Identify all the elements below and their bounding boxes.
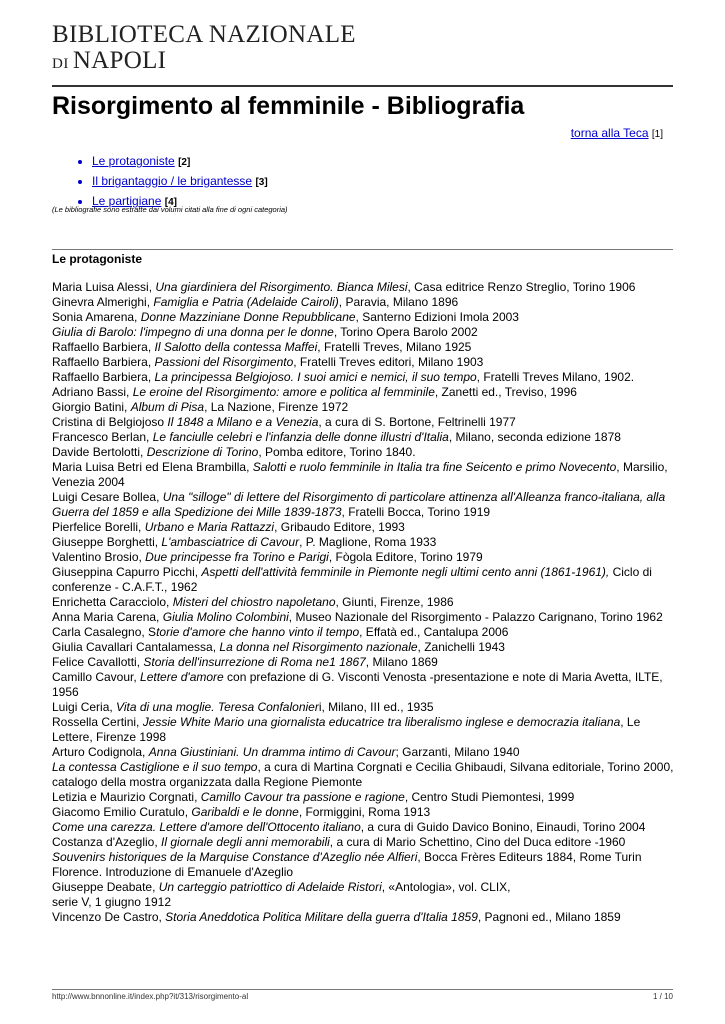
library-logo <box>52 22 356 73</box>
entry-text: , Santerno Edizioni Imola 2003 <box>355 310 519 324</box>
entry-title: La donna nel Risorgimento nazionale <box>219 640 418 654</box>
entry-text: , a cura di Guido Davico Bonino, Einaudi, Torino 2004 <box>360 820 646 834</box>
entry-title: Jessie White Mario una giornalista educatrice tra liberalismo inglese e democrazia italiana <box>142 715 621 729</box>
entry-title: Due principesse fra Torino e Parigi <box>145 550 329 564</box>
entry-title: L'ambasciatrice di Cavour <box>161 535 300 549</box>
entry-text: , Bocca Frères Editeurs 1884, Rome Turin Florence. Introduzione di Emanuele d'Azeglio <box>52 850 642 879</box>
entry-title: Famiglia e Patria (Adelaide Cairoli) <box>153 295 339 309</box>
entry-title: Passioni del Risorgimento <box>154 355 294 369</box>
entry-title: Vita di una moglie. Teresa Confalonier <box>116 700 319 714</box>
bibliography-entry <box>52 715 677 745</box>
bibliography-entry <box>52 400 677 415</box>
entry-text: Giuseppe Deabate, <box>52 880 159 894</box>
bibliography-entry <box>52 490 677 520</box>
bibliography-entry <box>52 565 677 595</box>
entry-text: Francesco Berlan, <box>52 430 153 444</box>
bibliography-entry <box>52 415 677 430</box>
entry-title: Giulia Molino Colombini <box>162 610 289 624</box>
entry-text: , Le Lettere, Firenze 1998 <box>52 715 641 744</box>
page-title: Risorgimento al femminile - Bibliografia <box>52 92 525 120</box>
entry-text: , Museo Nazionale del Risorgimento - Palazzo Carignano, Torino 1962 <box>288 610 663 624</box>
entry-text: Valentino Brosio, <box>52 550 146 564</box>
entry-text: Maria Luisa Alessi, <box>52 280 156 294</box>
entry-text: , Centro Studi Piemontesi, 1999 <box>404 790 575 804</box>
entry-text: Raffaello Barbiera, <box>52 340 155 354</box>
entry-text: Costanza d'Azeglio, <box>52 835 162 849</box>
entry-text: serie V, 1 giugno 1912 <box>52 895 171 909</box>
entry-text: , Effatà ed., Cantalupa 2006 <box>359 625 509 639</box>
bibliography-entry <box>52 520 677 535</box>
entry-text: , Gribaudo Editore, 1993 <box>274 520 405 534</box>
bibliography-entry <box>52 760 677 790</box>
back-link-wrapper <box>571 126 663 140</box>
bibliography-entry <box>52 655 677 670</box>
bibliography-entry <box>52 385 677 400</box>
bibliography-entry <box>52 880 677 895</box>
entry-text: Vincenzo De Castro, <box>52 910 166 924</box>
entry-text: , Fratelli Bocca, Torino 1919 <box>341 505 491 519</box>
bibliography-entry <box>52 610 677 625</box>
logo-di: DI <box>52 56 69 72</box>
entry-text: Anna Maria Carena, <box>52 610 163 624</box>
bibliography-entry <box>52 280 677 295</box>
bibliography-entry <box>52 535 677 550</box>
entry-title: Misteri del chiostro napoletano <box>172 595 336 609</box>
entry-text: , Pomba editore, Torino 1840. <box>258 445 416 459</box>
entry-title: Il giornale degli anni memorabili <box>161 835 330 849</box>
header-divider <box>52 85 673 87</box>
entry-text: , Zanetti ed., Treviso, 1996 <box>434 385 577 399</box>
bibliography-entry <box>52 295 677 310</box>
entry-text: Maria Luisa Betri ed Elena Brambilla, <box>52 460 253 474</box>
entry-title: Salotti e ruolo femminile in Italia tra fine Seicento e primo Novecento <box>252 460 617 474</box>
entry-text: , Pagnoni ed., Milano 1859 <box>477 910 621 924</box>
entry-text: , Milano 1869 <box>365 655 438 669</box>
entry-text: Camillo Cavour, <box>52 670 141 684</box>
entry-title: Descrizione di Torino <box>146 445 259 459</box>
entry-text: , Milano, seconda edizione 1878 <box>448 430 621 444</box>
entry-text: Rossella Certini, <box>52 715 143 729</box>
bibliography-entry <box>52 850 677 880</box>
page-number: 1 / 10 <box>652 992 673 1001</box>
bibliography-entry <box>52 700 677 715</box>
toc-item <box>92 152 268 172</box>
bibliography-entry <box>52 835 677 850</box>
bibliography-entry <box>52 370 677 385</box>
entry-text: Arturo Codignola, <box>52 745 149 759</box>
bibliography-entry <box>52 895 677 910</box>
entry-text: Felice Cavallotti, <box>52 655 144 669</box>
entry-text: , Paravia, Milano 1896 <box>338 295 459 309</box>
bibliography-entry <box>52 325 677 340</box>
toc-ref: [2] <box>178 157 191 168</box>
entry-title: torie d'amore che hanno vinto il tempo <box>156 625 360 639</box>
entry-text: Davide Bertolotti, <box>52 445 147 459</box>
footer-divider <box>52 989 673 990</box>
section-divider <box>52 249 673 250</box>
entry-title: Un carteggio patriottico di Adelaide Ristori <box>158 880 382 894</box>
logo-line-1: BIBLIOTECA NAZIONALE <box>52 21 356 48</box>
entry-text: Pierfelice Borelli, <box>52 520 145 534</box>
bibliography-entry <box>52 910 677 925</box>
entry-text: Raffaello Barbiera, <box>52 370 155 384</box>
entry-title: Aspetti dell'attività femminile in Piemonte negli ultimi cento anni (1861-1961), <box>201 565 610 579</box>
toc-ref: [4] <box>164 197 177 208</box>
entry-text: Enrichetta Caracciolo, <box>52 595 173 609</box>
entry-text: , Formiggini, Roma 1913 <box>298 805 431 819</box>
toc-item <box>92 172 268 192</box>
entry-title: Le fanciulle celebri e l'infanzia delle donne illustri d'Italia <box>152 430 449 444</box>
entry-text: , Fògola Editore, Torino 1979 <box>328 550 483 564</box>
entry-text: , Fratelli Treves editori, Milano 1903 <box>293 355 484 369</box>
bibliography-entry <box>52 640 677 655</box>
entry-text: Ginevra Almerighi, <box>52 295 154 309</box>
bibliography-entries <box>52 280 677 925</box>
entry-text: Giacomo Emilio Curatulo, <box>52 805 192 819</box>
entry-title: Una giardiniera del Risorgimento. Bianca Milesi <box>155 280 408 294</box>
entry-text: ; Garzanti, Milano 1940 <box>395 745 520 759</box>
back-link-ref: [1] <box>651 129 663 140</box>
toc-list <box>72 152 268 212</box>
entry-text: , Marsilio, Venezia 2004 <box>52 460 668 489</box>
entry-title: Donne Mazziniane Donne Repubblicane <box>140 310 356 324</box>
entry-title: Anna Giustiniani. Un dramma intimo di Cavour <box>148 745 396 759</box>
entry-title: Camillo Cavour tra passione e ragione <box>200 790 405 804</box>
entry-text: Giorgio Batini, <box>52 400 131 414</box>
bibliography-entry <box>52 310 677 325</box>
entry-text: Raffaello Barbiera, <box>52 355 155 369</box>
entry-title: Una "silloge" di lettere del Risorgimento di particolare attinenza all'Alleanza franco-italiana, alla Guerra del 1859 e alla Spedizione dei Mille 1839-1873 <box>52 490 666 519</box>
entry-text: Giulia Cavallari Cantalamessa, <box>52 640 220 654</box>
entry-title: Storia dell'insurrezione di Roma ne1 1867 <box>143 655 366 669</box>
toc-ref: [3] <box>255 177 268 188</box>
entry-text: , Fratelli Treves Milano, 1902. <box>476 370 635 384</box>
bibliography-entry <box>52 550 677 565</box>
bibliography-entry <box>52 355 677 370</box>
entry-title: La contessa Castiglione e il suo tempo <box>52 760 258 774</box>
entry-text: Adriano Bassi, <box>52 385 133 399</box>
entry-text: , a cura di Martina Corgnati e Cecilia Ghibaudi, Silvana editoriale, Torino 2000, catalogo della mostra organizzata dalla Regione Piemonte <box>52 760 674 789</box>
footer-url: http://www.bnnonline.it/index.php?it/313/risorgimento-al <box>52 992 249 1001</box>
bibliography-entry <box>52 805 677 820</box>
entry-text: , P. Maglione, Roma 1933 <box>299 535 437 549</box>
bibliography-entry <box>52 670 677 700</box>
entry-title: Come una carezza. Lettere d'amore dell'Ottocento italiano <box>52 820 361 834</box>
entry-title: Le eroine del Risorgimento: amore e politica al femminile <box>132 385 435 399</box>
entry-text: Giuseppe Borghetti, <box>52 535 162 549</box>
entry-title: Giulia di Barolo: l'impegno di una donna per le donne <box>52 325 334 339</box>
entry-title: Urbano e Maria Rattazzi <box>144 520 275 534</box>
section-title: Le protagoniste <box>52 252 143 266</box>
entry-title: Souvenirs historiques de la Marquise Constance d'Azeglio née Alfieri <box>52 850 418 864</box>
entry-title: La principessa Belgiojoso. I suoi amici e nemici, il suo tempo <box>154 370 477 384</box>
logo-napoli: NAPOLI <box>72 47 167 74</box>
entry-title: Album di Pisa <box>130 400 205 414</box>
entry-text: , Zanichelli 1943 <box>417 640 505 654</box>
bibliography-entry <box>52 595 677 610</box>
bibliography-entry <box>52 790 677 805</box>
logo-line-2 <box>52 48 356 73</box>
back-to-teca-link[interactable]: torna alla Teca <box>570 126 649 140</box>
entry-text: i, Milano, III ed., 1935 <box>318 700 434 714</box>
entry-text: Letizia e Maurizio Corgnati, <box>52 790 201 804</box>
bibliography-entry <box>52 625 677 640</box>
bibliography-entry <box>52 820 677 835</box>
entry-text: , Casa editrice Renzo Streglio, Torino 1906 <box>407 280 636 294</box>
entry-text: Giuseppina Capurro Picchi, <box>52 565 202 579</box>
entry-title: Garibaldi e le donne <box>191 805 299 819</box>
bibliography-entry <box>52 430 677 445</box>
toc-link-protagoniste[interactable]: Le protagoniste <box>92 154 175 168</box>
bibliography-note: (Le bibliografie sono estratte dai volumi citati alla fine di ogni categoria) <box>52 205 288 214</box>
bibliography-entry <box>52 460 677 490</box>
entry-text: , Fratelli Treves, Milano 1925 <box>317 340 472 354</box>
entry-title: Il Salotto della contessa Maffei <box>154 340 318 354</box>
toc-link-brigantaggio[interactable]: Il brigantaggio / le brigantesse <box>92 174 253 188</box>
entry-text: Luigi Ceria, <box>52 700 117 714</box>
entry-text: , «Antologia», vol. CLIX, <box>381 880 511 894</box>
entry-text: , Torino Opera Barolo 2002 <box>333 325 478 339</box>
bibliography-entry <box>52 445 677 460</box>
entry-text: , a cura di Mario Schettino, Cino del Duca editore -1960 <box>329 835 626 849</box>
entry-text: , a cura di S. Bortone, Feltrinelli 1977 <box>318 415 516 429</box>
entry-text: con prefazione di G. Visconti Venosta -presentazione e note di Maria Avetta, ILTE, 1956 <box>52 670 663 699</box>
entry-text: Carla Casalegno, S <box>52 625 157 639</box>
entry-title: Storia Aneddotica Politica Militare della guerra d'Italia 1859 <box>165 910 478 924</box>
entry-text: Cristina di Belgiojoso <box>52 415 168 429</box>
entry-title: Il 1848 a Milano e a Venezia <box>167 415 319 429</box>
entry-text: Sonia Amarena, <box>52 310 141 324</box>
entry-text: , Giunti, Firenze, 1986 <box>335 595 454 609</box>
entry-text: Ciclo di conferenze - C.A.F.T., 1962 <box>52 565 652 594</box>
entry-title: Lettere d'amore <box>140 670 224 684</box>
toc-link-partigiane[interactable]: Le partigiane <box>92 194 162 208</box>
entry-text: , La Nazione, Firenze 1972 <box>204 400 349 414</box>
entry-text: Luigi Cesare Bollea, <box>52 490 163 504</box>
bibliography-entry <box>52 745 677 760</box>
bibliography-entry <box>52 340 677 355</box>
